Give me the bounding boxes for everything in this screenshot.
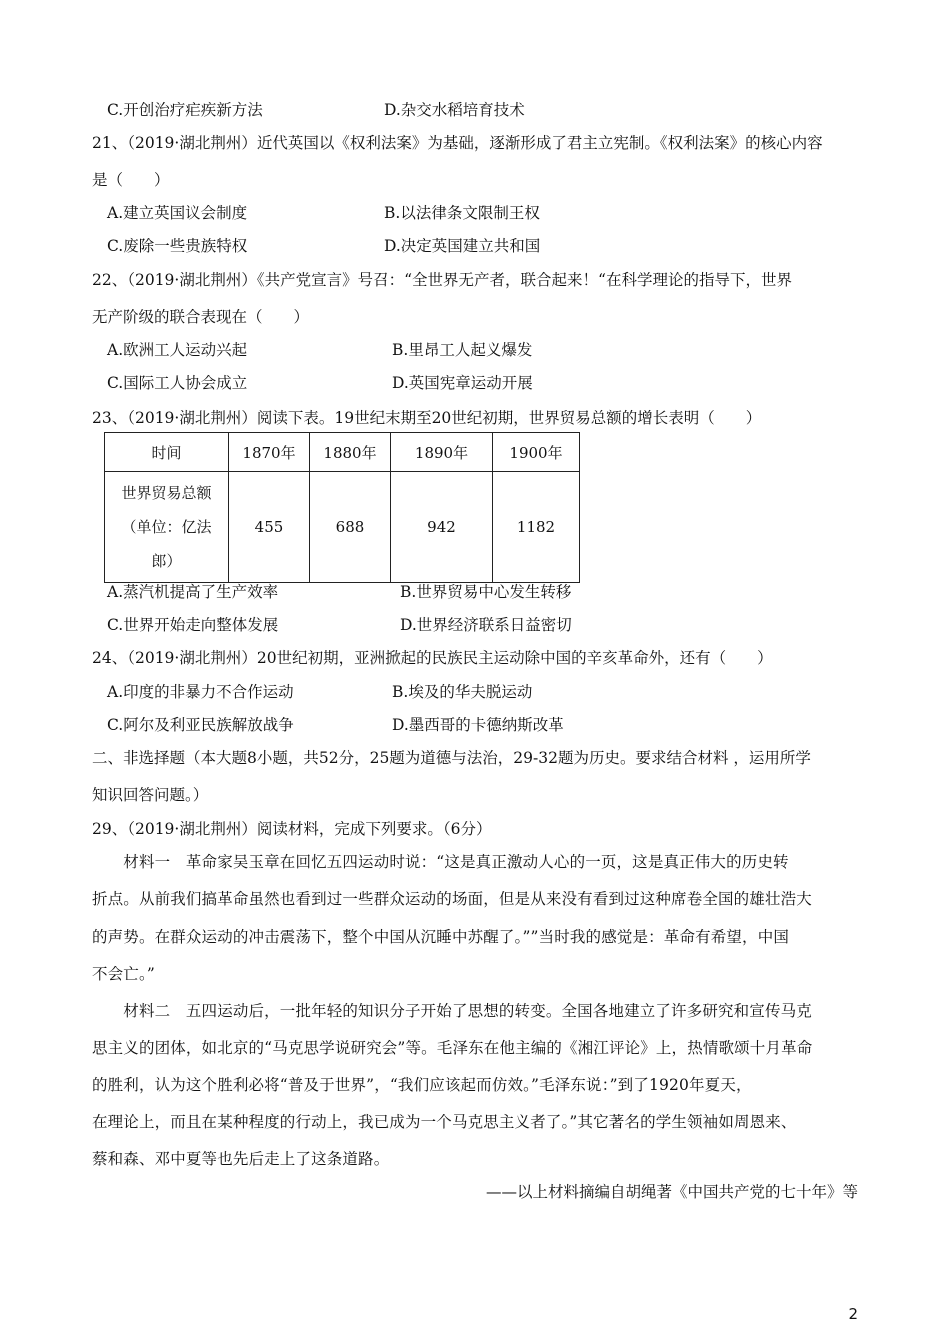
q24-option-a: A.印度的非暴力不合作运动 <box>107 683 294 701</box>
q21-option-c: C.废除一些贵族特权 <box>107 237 248 255</box>
q21-stem-line1: 21、（2019·湖北荆州）近代英国以《权利法案》为基础，逐渐形成了君主立宪制。《权利法案》的核心内容 <box>92 134 823 152</box>
trade-table-row <box>105 472 580 583</box>
material2-line: 在理论上，而且在某种程度的行动上，我已成为一个马克思主义者了。”其它著名的学生领袖如周恩来、 <box>92 1113 797 1131</box>
q23-option-a: A.蒸汽机提高了生产效率 <box>107 583 279 601</box>
material2-line: 思主义的团体，如北京的“马克思学说研究会”等。毛泽东在他主编的《湘江评论》上，热情歌颂十月革命 <box>92 1039 813 1057</box>
material-source: ——以上材料摘编自胡绳著《中国共产党的七十年》等 <box>485 1183 858 1201</box>
q22-stem-line1: 22、（2019·湖北荆州）《共产党宣言》号召：“全世界无产者，联合起来！“在科学理论的指导下，世界 <box>92 271 792 289</box>
material2-line: 蔡和森、邓中夏等也先后走上了这条道路。 <box>92 1150 390 1168</box>
q23-stem: 23、（2019·湖北荆州）阅读下表。19世纪末期至20世纪初期，世界贸易总额的增长表明（ ） <box>92 409 762 427</box>
q22-option-a: A.欧洲工人运动兴起 <box>107 341 248 359</box>
row-label-line: 世界贸易总额 <box>121 484 212 502</box>
q24-stem: 24、（2019·湖北荆州）20世纪初期，亚洲掀起的民族民主运动除中国的辛亥革命外，还有（ ） <box>92 649 773 667</box>
material1-line: 材料一 革命家吴玉章在回忆五四运动时说：“这是真正激动人心的一页，这是真正伟大的历史转 <box>92 853 789 871</box>
table-header-cell: 1890年 <box>391 433 493 472</box>
q24-option-b: B.埃及的华夫脱运动 <box>392 683 533 701</box>
trade-table <box>104 432 580 583</box>
table-value-cell: 1182 <box>493 472 580 583</box>
q22-option-d: D.英国宪章运动开展 <box>392 374 533 392</box>
table-value-cell: 455 <box>229 472 310 583</box>
q24-option-d: D.墨西哥的卡德纳斯改革 <box>392 716 564 734</box>
trade-table-header <box>105 433 580 472</box>
row-label-line: 郎） <box>151 552 182 570</box>
material1-line: 的声势。在群众运动的冲击震荡下，整个中国从沉睡中苏醒了。””当时我的感觉是：革命有希望，中国 <box>92 928 790 946</box>
q21-option-a: A.建立英国议会制度 <box>107 204 248 222</box>
q20-option-c: C.开创治疗疟疾新方法 <box>107 101 263 119</box>
q22-option-c: C.国际工人协会成立 <box>107 374 248 392</box>
table-header-cell: 时间 <box>105 433 229 472</box>
table-header-cell: 1900年 <box>493 433 580 472</box>
q24-option-c: C.阿尔及利亚民族解放战争 <box>107 716 294 734</box>
row-label-line: （单位：亿法 <box>121 518 212 536</box>
q22-stem-line2: 无产阶级的联合表现在（ ） <box>92 308 310 326</box>
q29-title: 29、（2019·湖北荆州）阅读材料，完成下列要求。（6分） <box>92 820 492 838</box>
q23-option-d: D.世界经济联系日益密切 <box>400 616 572 634</box>
q23-option-b: B.世界贸易中心发生转移 <box>400 583 572 601</box>
table-row-label <box>105 472 229 583</box>
table-value-cell: 688 <box>310 472 391 583</box>
q22-option-b: B.里昂工人起义爆发 <box>392 341 533 359</box>
material1-line: 不会亡。” <box>92 965 155 983</box>
table-header-cell: 1870年 <box>229 433 310 472</box>
material2-line: 的胜利，认为这个胜利必将“普及于世界”，“我们应该起而仿效。”毛泽东说：”到了1920年夏天， <box>92 1076 752 1094</box>
material2-line: 材料二 五四运动后，一批年轻的知识分子开始了思想的转变。全国各地建立了许多研究和宣传马克 <box>92 1002 812 1020</box>
q23-option-c: C.世界开始走向整体发展 <box>107 616 279 634</box>
section2-heading-line2: 知识回答问题。） <box>92 786 209 804</box>
material1-line: 折点。从前我们搞革命虽然也看到过一些群众运动的场面，但是从来没有看到过这种席卷全国的雄壮浩大 <box>92 890 812 908</box>
q21-option-d: D.决定英国建立共和国 <box>384 237 541 255</box>
q21-stem-line2: 是（ ） <box>92 171 170 189</box>
table-value-cell: 942 <box>391 472 493 583</box>
section2-heading-line1: 二、非选择题（本大题8小题，共52分，25题为道德与法治，29-32题为历史。要求结合材料 ，运用所学 <box>92 749 811 767</box>
q21-option-b: B.以法律条文限制王权 <box>384 204 540 222</box>
q20-option-d: D.杂交水稻培育技术 <box>384 101 525 119</box>
table-header-cell: 1880年 <box>310 433 391 472</box>
page-number: 2 <box>848 1305 858 1323</box>
